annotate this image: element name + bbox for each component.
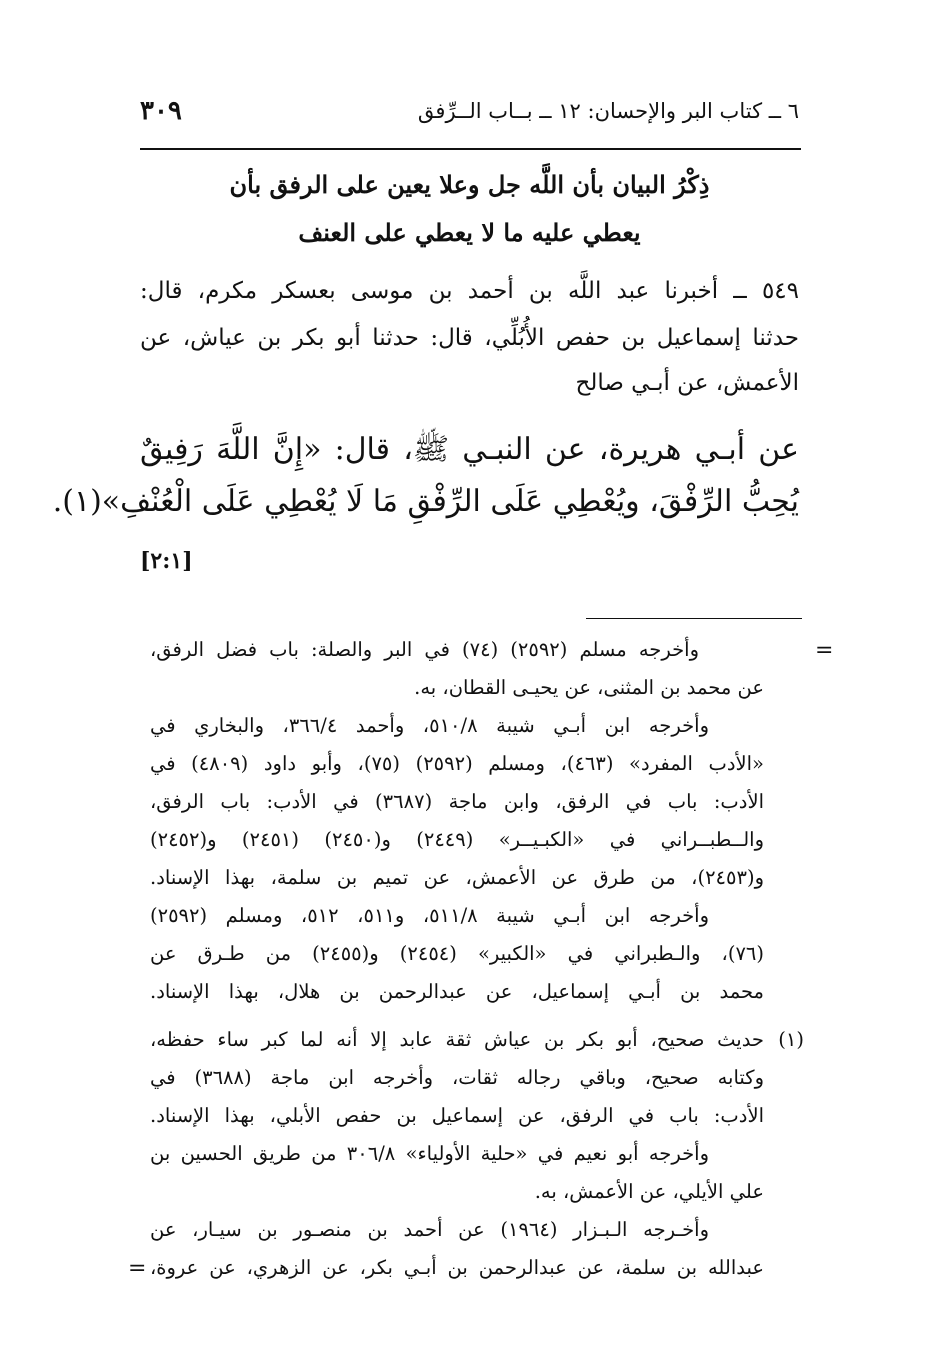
footnote-prev-line-9: (٧٦)، والـطبراني في «الكبير» (٢٤٥٤) و(٢٤٥٥) من طـرق عن [150, 942, 764, 965]
footnote-1-line-7: عبدالله بن سلمة، عن عبدالرحمن بن أبـي بكر، عن الزهري، عن عروة، [150, 1256, 764, 1279]
footnote-1-line-5: علي الأيلي، عن الأعمش، به. [534, 1180, 764, 1203]
header-rule [140, 148, 801, 150]
hadith-line-1: عن أبـي هريرة، عن النبـي ﷺ، قال: «إِنَّ اللَّهَ رَفِيقٌ [140, 432, 799, 467]
continuation-mark-bottom: = [128, 1256, 147, 1281]
footnote-1-line-2: وكتابه صحيح، وباقي رجاله ثقات، وأخرجه ابن ماجة (٣٦٨٨) في [150, 1066, 764, 1089]
running-head: ٦ ــ كتاب البر والإحسان: ١٢ ــ بــاب الــرِّفق [417, 99, 799, 123]
page-number: ٣٠٩ [140, 96, 182, 126]
footnote-1-line-1: حديث صحيح، أبو بكر بن عياش ثقة عابد إلا أنه لما كبر ساء حفظه، [150, 1028, 764, 1051]
footnote-prev-line-3: وأخرجه ابن أبـي شيبة ٥١٠/٨، وأحمد ٣٦٦/٤، والبخاري في [150, 714, 709, 737]
footnote-prev-line-8: وأخرجه ابن أبـي شيبة ٥١١/٨، و٥١١، ٥١٢، ومسلم (٢٥٩٢) [150, 904, 710, 927]
footnote-prev-line-4: «الأدب المفرد» (٤٦٣)، ومسلم (٢٥٩٢) (٧٥)، وأبو داود (٤٨٠٩) في [150, 752, 764, 775]
continuation-mark-top: = [815, 638, 834, 663]
footnote-1-number: (١) [778, 1028, 804, 1051]
footnote-1-line-4: وأخرجه أبو نعيم في «حلية الأولياء» ٣٠٦/٨ من طريق الحسين بن [150, 1142, 709, 1165]
footnote-prev-line-10: محمد بن أبـي إسماعيل، عن عبدالرحمن بن هلال، بهذا الإسناد. [150, 980, 764, 1003]
isnad-line-2: حدثنا إسماعيل بن حفص الأُبُلِّي، قال: حدثنا أبو بكر بن عياش، عن [140, 325, 799, 351]
chapter-heading-line-2: يعطي عليه ما لا يعطي على العنف [298, 218, 641, 247]
footnote-prev-line-2: عن محمد بن المثنى، عن يحيـى القطان، به. [414, 676, 764, 699]
footnote-1-line-3: الأدب: باب في الرفق، عن إسماعيل بن حفص الأبلي، بهذا الإسناد. [150, 1104, 764, 1127]
footnote-prev-line-6: والــطبــراني في «الكبـيــر» (٢٤٤٩) و(٢٤٥٠) (٢٤٥١) و(٢٤٥٢) [150, 828, 764, 851]
footnote-1-line-6: وأخـرجه الـبـزار (١٩٦٤) عن أحمد بن منصـور بن سيـار، عن [150, 1218, 709, 1241]
footnote-prev-line-7: و(٢٤٥٣)، من طرق عن الأعمش، عن تميم بن سلمة، بهذا الإسناد. [150, 866, 764, 889]
chapter-heading-line-1: ذِكْرُ البيان بأن اللَّه جل وعلا يعين على الرفق بأن [229, 170, 710, 199]
hadith-line-2: يُحِبُّ الرِّفْقَ، ويُعْطِي عَلَى الرِّفْقِ مَا لَا يُعْطِي عَلَى الْعُنْفِ»(١). [52, 484, 799, 519]
footnote-rule [586, 618, 802, 619]
isnad-line-1: ٥٤٩ ــ أخبرنا عبد اللَّه بن أحمد بن موسى بعسكر مكرم، قال: [140, 278, 799, 304]
footnote-prev-line-1: وأخرجه مسلم (٢٥٩٢) (٧٤) في البر والصلة: باب فضل الرفق، [150, 638, 699, 661]
reference-tag: [٢:١] [140, 548, 193, 574]
isnad-line-3: الأعمش، عن أبـي صالح [575, 370, 799, 396]
footnote-prev-line-5: الأدب: باب في الرفق، وابن ماجة (٣٦٨٧) في الأدب: باب الرفق، [150, 790, 764, 813]
